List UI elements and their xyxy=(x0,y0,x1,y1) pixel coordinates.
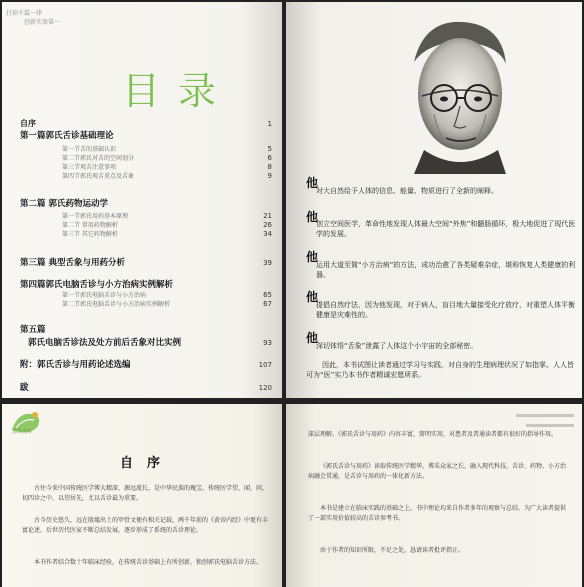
toc-page xyxy=(2,2,282,398)
tribute-closing: 因此，本书试图让读者通过学习与实践，对自身的生理病理状况了如指掌。人人皆可为“医”实乃本书作者精诚宏愿所系。 xyxy=(306,361,574,379)
afterword-paragraph: 深层理解。《郭氏舌诊与用药》内容丰富，简明实用，对患者及普通读者都有很好的指导作用。 xyxy=(308,431,558,438)
toc-entry-page: 26 xyxy=(263,221,272,229)
toc-entry-label: 第五篇 xyxy=(20,325,46,335)
toc-entry[interactable] xyxy=(20,256,272,268)
marker-he: 他 xyxy=(306,290,319,304)
logo-text: 郭氏舌诊 xyxy=(12,429,33,435)
preface-paragraph: 古往今来中国传统医学博大精深、源远流长，是中华民族的瑰宝。传统医学望、闻、问、切四诊之中，以望居先，尤以舌诊最为重要。 xyxy=(22,485,269,502)
toc-entry-page: 21 xyxy=(263,212,272,220)
toc-entry-page: 9 xyxy=(267,172,272,180)
toc-entry-page: 65 xyxy=(263,291,272,299)
tribute-page xyxy=(286,2,582,398)
toc-title: 目录 xyxy=(122,69,235,113)
marker-he: 他 xyxy=(306,210,319,224)
toc-entry-label: 自序 xyxy=(20,119,36,128)
toc-entry-label: 跋 xyxy=(20,383,29,393)
header-line-1: 打掉千篇一律 xyxy=(6,10,43,17)
preface-paragraph: 古今历史悠久，远在殷墟出土的甲骨文便有相关记载，两千年前的《黄帝内经》中更有丰富论述，后世历代医家不断总结发展，逐步形成了系统的舌诊理论。 xyxy=(22,517,269,534)
toc-entry[interactable] xyxy=(20,323,272,335)
toc-entry-label: 第二节 常用药物解析 xyxy=(62,222,118,229)
toc-entry[interactable] xyxy=(62,162,272,171)
toc-entry-page: 67 xyxy=(263,300,272,308)
toc-entry-label: 第一节郭氏用药基本原理 xyxy=(62,213,129,220)
toc-entry[interactable] xyxy=(62,299,272,308)
toc-entry-page: 1 xyxy=(267,120,272,128)
tribute-line: 创立空间医学，革命性地发现人体最大空间“外焦”和髓肠循环，极大地促进了现代医学的发展。 xyxy=(316,220,576,238)
toc-entry[interactable] xyxy=(20,129,272,141)
marker-he: 他 xyxy=(306,331,319,345)
toc-entry-label: 附：郭氏舌诊与用药论述选编 xyxy=(20,360,131,370)
toc-entry-page: 5 xyxy=(267,145,272,153)
toc-entry-page: 6 xyxy=(267,154,272,162)
toc-entry[interactable] xyxy=(62,229,272,238)
afterword-paragraph: 由于作者的知识所限，不足之处，恳请读者批评指正。 xyxy=(320,547,465,554)
decor-line xyxy=(516,414,574,417)
toc-entry-label: 第二篇 郭氏药物运动学 xyxy=(20,199,108,209)
tribute-line: 提倡自然疗法，因为他发现，对于病人，盲目地大量接受化疗放疗，对重塑人体平衡健康是灾难性的。 xyxy=(316,301,575,319)
author-portrait-image xyxy=(394,14,524,174)
toc-entry-page: 120 xyxy=(258,384,272,392)
decor-line xyxy=(526,424,574,427)
toc-entry-page: 34 xyxy=(263,230,272,238)
toc-entry-label: 第一篇郭氏舌诊基础理论 xyxy=(20,131,114,141)
afterword-paragraph: 本书是建立在临床实践的基础之上，书中理论均来自作者多年的观察与总结，为广大读者提供了一部实用价值较高的舌诊参考书。 xyxy=(308,505,567,522)
afterword-paragraph: 《郭氏舌诊与用药》读取传统医学精华，博采众家之长，融入现代科技，舌诊、药物、小方治病融会贯通，是舌诊与用药的一体化新方法。 xyxy=(308,463,567,480)
afterword-page xyxy=(286,404,582,587)
tribute-line: 运用大道至简“小方治病”的方法，成功治愈了各类疑难杂症，堪称恢复人类健康的利器。 xyxy=(316,261,576,279)
toc-entry-page: 107 xyxy=(258,361,272,369)
toc-entry-label: 第一节舌的基础认识 xyxy=(62,146,117,153)
toc-entry-label: 第二节郭氏电脑舌诊与小方治病实例解析 xyxy=(62,301,171,308)
toc-entry-label: 第三节 其它药物解析 xyxy=(62,231,118,238)
toc-entry[interactable] xyxy=(20,381,272,393)
toc-entry[interactable] xyxy=(20,197,272,209)
toc-entry-label: 第三节观舌注意事项 xyxy=(62,164,117,171)
toc-entry[interactable] xyxy=(62,290,272,299)
toc-entry-page: 8 xyxy=(267,163,272,171)
toc-entry[interactable] xyxy=(62,220,272,229)
toc-entry-label: 第四节郭氏观舌重点及舌象 xyxy=(62,173,135,180)
toc-entry-label: 第一节郭氏电脑舌诊与小方治病 xyxy=(62,292,147,299)
preface-title: 自序 xyxy=(120,456,175,471)
toc-entry-label: 第三篇 典型舌象与用药分析 xyxy=(20,258,125,268)
toc-entry-page: 39 xyxy=(263,259,272,267)
tribute-line: 对大自然给予人体的信息、能量、物质进行了全新的阐释。 xyxy=(316,187,498,195)
toc-entry-label: 第二节郭氏对舌的空间划分 xyxy=(62,155,135,162)
preface-page xyxy=(2,404,282,587)
toc-entry[interactable] xyxy=(20,358,272,370)
toc-entry[interactable] xyxy=(62,211,272,220)
header-line-2: 创新实效第一 xyxy=(24,19,61,26)
toc-entry[interactable] xyxy=(20,118,272,129)
toc-entry[interactable] xyxy=(62,153,272,162)
toc-entry[interactable] xyxy=(62,171,272,180)
marker-he: 他 xyxy=(306,176,319,190)
preface-paragraph: 本书作者结合数十年临床经验，在传统舌诊基础上有所创新，独创郭氏电脑舌诊方法。 xyxy=(34,559,263,566)
tribute-line: 深切体悟“舌象”泄露了人体这个小宇宙的全部秘密。 xyxy=(316,342,478,350)
toc-entry-label: 郭氏电脑舌诊法及处方前后舌象对比实例 xyxy=(28,338,182,348)
toc-entry[interactable] xyxy=(28,336,272,348)
toc-entry-page: 93 xyxy=(263,339,272,347)
toc-entry[interactable] xyxy=(20,278,272,290)
marker-he: 他 xyxy=(306,250,319,264)
toc-entry-label: 第四篇郭氏电脑舌诊与小方治病实例解析 xyxy=(20,280,174,290)
toc-entry[interactable] xyxy=(62,144,272,153)
